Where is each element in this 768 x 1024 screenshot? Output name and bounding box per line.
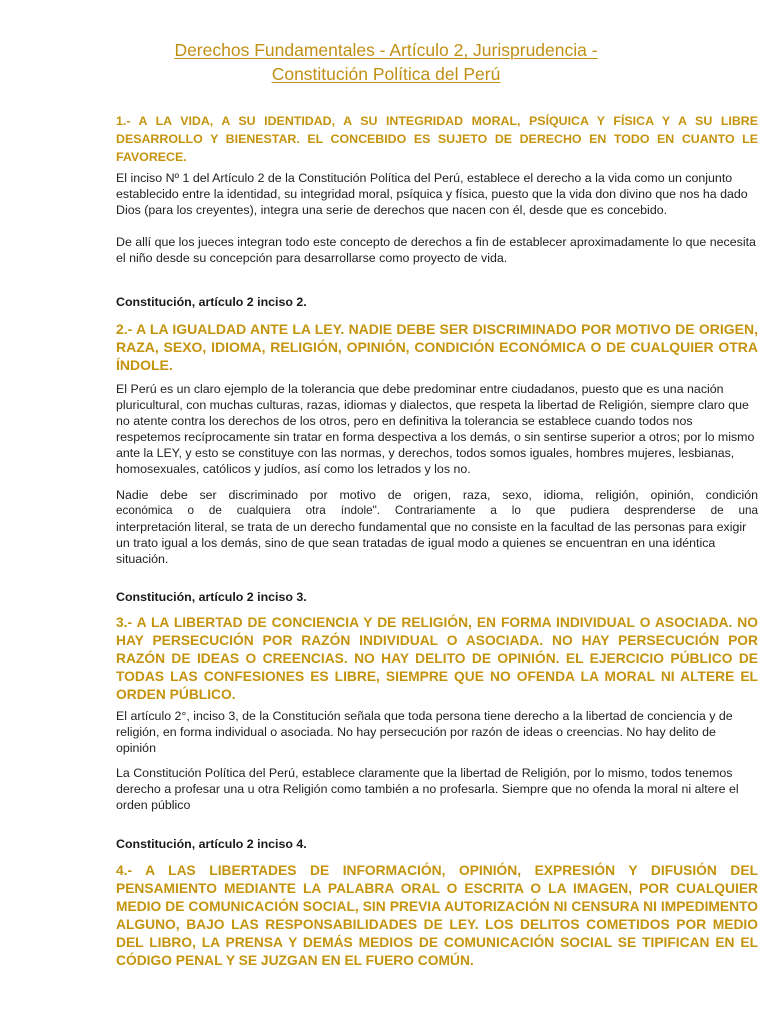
section-3-paragraph-2: La Constitución Política del Perú, establece claramente que la libertad de Religión, por lo mismo, todos tenemos derecho a profesar una u otra Religión como también a no profesarla. Siempre que no ofenda la moral ni altere el orden público <box>116 766 739 812</box>
section-4-heading: 4.- A LAS LIBERTADES DE INFORMACIÓN, OPINIÓN, EXPRESIÓN Y DIFUSIÓN DEL PENSAMIENTO MEDIANTE LA PALABRA ORAL O ESCRITA O LA IMAGEN, POR CUALQUIER MEDIO DE COMUNICACIÓN SOCIAL, SIN PREVIA AUTORIZACIÓN NI CENSURA NI IMPEDIMENTO ALGUNO, BAJO LAS RESPONSABILIDADES DE LEY. LOS DELITOS COMETIDOS POR MEDIO DEL LIBRO, LA PRENSA Y DEMÁS MEDIOS DE COMUNICACIÓN SOCIAL SE TIPIFICAN EN EL CÓDIGO PENAL Y SE JUZGAN EN EL FUERO COMÚN. <box>116 863 758 968</box>
section-2-paragraph-2-line-1: Nadie debe ser discriminado por motivo de origen, raza, sexo, idioma, religión, opinión, condición <box>116 488 758 502</box>
document-title <box>118 38 654 86</box>
section-1-heading: 1.- A LA VIDA, A SU IDENTIDAD, A SU INTEGRIDAD MORAL, PSÍQUICA Y FÍSICA Y A SU LIBRE DESARROLLO Y BIENESTAR. EL CONCEBIDO ES SUJETO DE DERECHO EN TODO EN CUANTO LE FAVORECE. <box>116 114 758 164</box>
section-2-subheading: Constitución, artículo 2 inciso 2. <box>116 295 307 309</box>
section-2-paragraph-2 <box>116 487 758 567</box>
section-4-subheading: Constitución, artículo 2 inciso 4. <box>116 837 307 851</box>
section-2-paragraph-1: El Perú es un claro ejemplo de la tolerancia que debe predominar entre ciudadanos, puesto que es una nación pluricultural, con muchas culturas, razas, idiomas y dialectos, que respeta la libertad de Religión, siempre claro que no atente contra los derechos de los otros, pero en definitiva la tolerancia se establece cuando todos nos respetemos recíprocamente sin tratar en forma despectiva a los demás, o sin sentirse superior a otros; por lo mismo ante la LEY, y esto se constituye con las normas, y derechos, todos somos iguales, hombres mujeres, lesbianas, homosexuales, católicos y judíos, así como los letrados y los no. <box>116 382 755 476</box>
section-3-subheading: Constitución, artículo 2 inciso 3. <box>116 590 307 604</box>
section-1-paragraph-1: El inciso Nº 1 del Artículo 2 de la Constitución Política del Perú, establece el derecho a la vida como un conjunto establecido entre la identidad, su integridad moral, psíquica y física, puesto que la vida don divino que nos ha dado Dios (para los creyentes), integra una serie de derechos que nacen con él, desde que es concebido. <box>116 171 748 217</box>
section-1-paragraph-2: De allí que los jueces integran todo este concepto de derechos a fin de establecer aproximadamente lo que necesita el niño desde su concepción para desarrollarse como proyecto de vida. <box>116 235 756 265</box>
title-line-1: Derechos Fundamentales - Artículo 2, Jurisprudencia - <box>174 40 598 60</box>
title-line-2: Constitución Política del Perú <box>271 64 501 84</box>
section-3-heading: 3.- A LA LIBERTAD DE CONCIENCIA Y DE RELIGIÓN, EN FORMA INDIVIDUAL O ASOCIADA. NO HAY PERSECUCIÓN POR RAZÓN INDIVIDUAL O ASOCIADA. NO HAY PERSECUCIÓN POR RAZÓN DE IDEAS O CREENCIAS. NO HAY DELITO DE OPINIÓN. EL EJERCICIO PÚBLICO DE TODAS LAS CONFESIONES ES LIBRE, SIEMPRE QUE NO OFENDA LA MORAL NI ALTERE EL ORDEN PÚBLICO. <box>116 615 758 702</box>
section-2-paragraph-2-line-2: económica o de cualquiera otra índole". Contrariamente a lo que pudiera desprenderse de una <box>116 504 758 517</box>
section-3-paragraph-1: El artículo 2°, inciso 3, de la Constitución señala que toda persona tiene derecho a la libertad de conciencia y de religión, en forma individual o asociada. No hay persecución por razón de ideas o creencias. No hay delito de opinión <box>116 709 733 755</box>
section-2-heading: 2.- A LA IGUALDAD ANTE LA LEY. NADIE DEBE SER DISCRIMINADO POR MOTIVO DE ORIGEN, RAZA, SEXO, IDIOMA, RELIGIÓN, OPINIÓN, CONDICIÓN ECONÓMICA O DE CUALQUIER OTRA ÍNDOLE. <box>116 321 758 373</box>
section-2-paragraph-2-rest: interpretación literal, se trata de un derecho fundamental que no consiste en la facultad de las personas para exigir un trato igual a los demás, sino de que sean tratadas de igual modo a quienes se encuentran en una idéntica situación. <box>116 520 747 566</box>
